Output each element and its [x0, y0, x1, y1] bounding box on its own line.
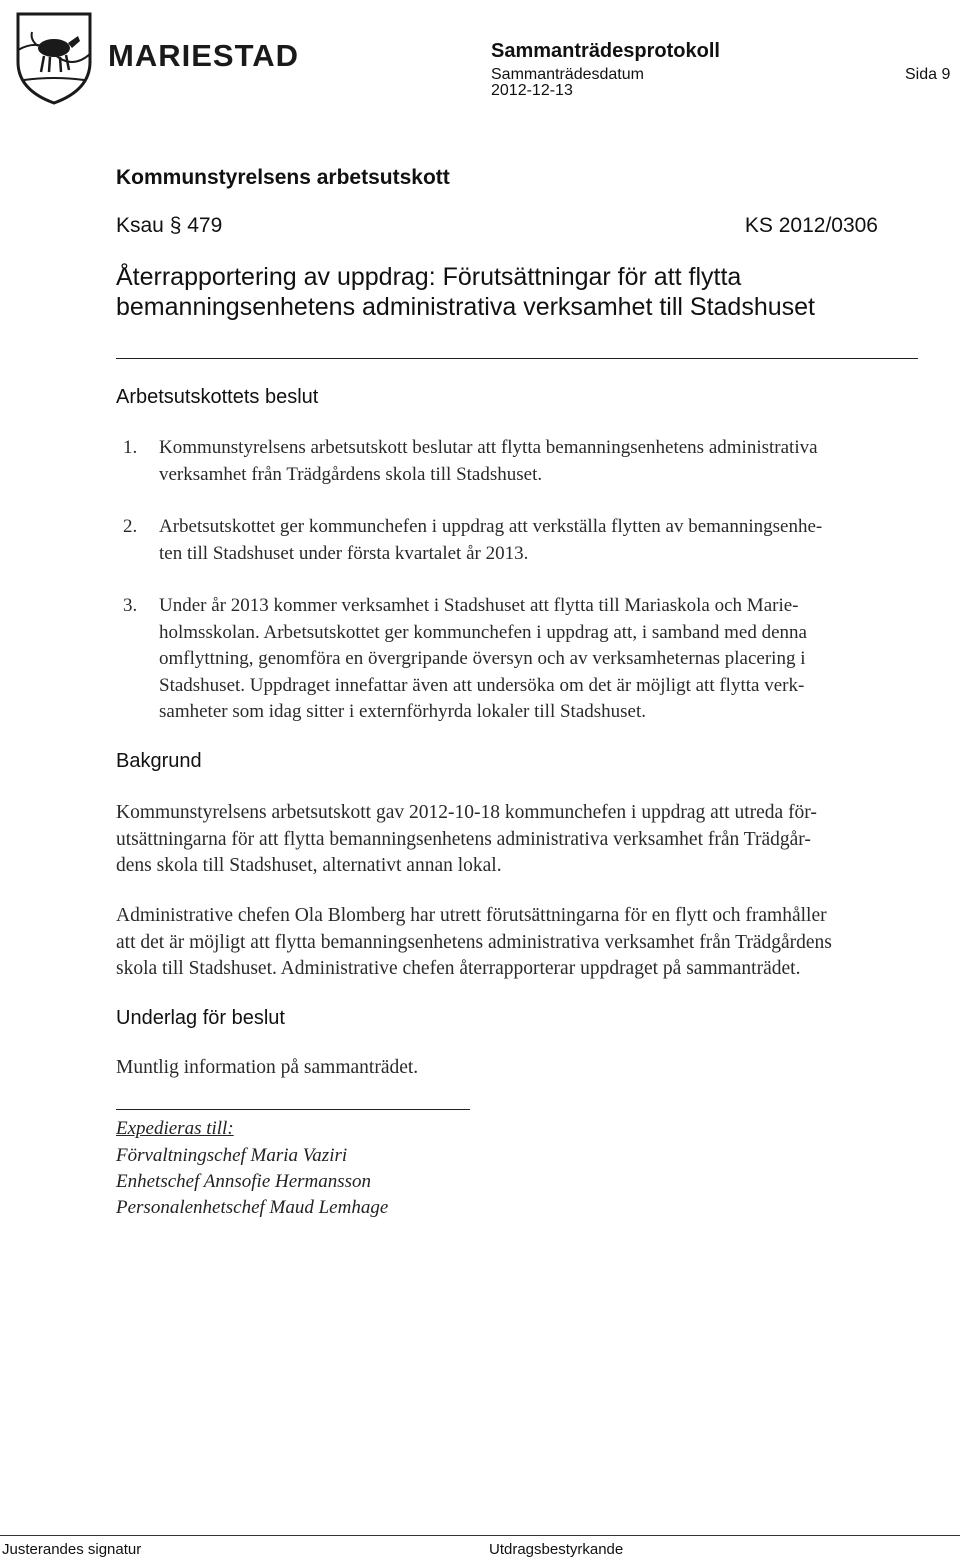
background-paragraph — [116, 800, 952, 880]
item-number: 3. — [123, 595, 138, 616]
item-number: 1. — [123, 437, 138, 458]
item-number: 2. — [123, 516, 138, 537]
title-line: Återrapportering av uppdrag: Förutsättningar för att flytta — [116, 263, 742, 291]
case-number: KS 2012/0306 — [744, 214, 878, 237]
title-divider — [116, 358, 918, 359]
basis-text: Muntlig information på sammanträdet. — [116, 1057, 419, 1078]
section-heading-background: Bakgrund — [116, 750, 202, 772]
item-line: ten till Stadshuset under första kvartalet år 2013. — [159, 542, 529, 564]
background-paragraph — [116, 903, 952, 983]
mariestad-coat-of-arms-logo — [14, 10, 94, 106]
committee-name: Kommunstyrelsens arbetsutskott — [116, 166, 450, 189]
distribution-recipient: Personalenhetschef Maud Lemhage — [116, 1197, 389, 1218]
footer-divider — [0, 1535, 960, 1536]
paragraph-line: skola till Stadshuset. Administrative chefen återrapporterar uppdraget på sammanträdet. — [116, 958, 801, 979]
title-line: bemanningsenhetens administrativa verksamhet till Stadshuset — [116, 293, 815, 321]
section-heading-decision: Arbetsutskottets beslut — [116, 386, 319, 408]
item-line: verksamhet från Trädgårdens skola till Stadshuset. — [159, 463, 543, 485]
item-line: holmsskolan. Arbetsutskottet ger kommunchefen i uppdrag att, i samband med denna — [159, 621, 807, 643]
distribution-label: Expedieras till: — [116, 1118, 234, 1139]
document-title: Sammanträdesprotokoll — [491, 40, 720, 62]
footer-certification-label: Utdragsbestyrkande — [489, 1541, 624, 1558]
section-heading-basis: Underlag för beslut — [116, 1007, 285, 1029]
paragraph-line: Administrative chefen Ola Blomberg har utrett förutsättningarna för en flytt och framhåller — [116, 905, 827, 926]
paragraph-line: utsättningarna för att flytta bemanningsenhetens administrativa verksamhet från Trädgår- — [116, 828, 811, 850]
item-line: Under år 2013 kommer verksamhet i Stadshuset att flytta till Mariaskola och Marie- — [159, 595, 799, 616]
footer-signature-label: Justerandes signatur — [2, 1541, 142, 1558]
page-number: Sida 9 — [905, 66, 951, 83]
paragraph-line: Kommunstyrelsens arbetsutskott gav 2012-10-18 kommunchefen i uppdrag att utreda för- — [116, 802, 817, 823]
distribution-recipient: Enhetschef Annsofie Hermansson — [116, 1171, 372, 1192]
item-line: omflyttning, genomföra en övergripande översyn och av verksamheternas placering i — [159, 648, 806, 669]
item-line: Stadshuset. Uppdraget innefattar även att undersöka om det är möjligt att flytta verk- — [159, 674, 805, 696]
paragraph-line: dens skola till Stadshuset, alternativt annan lokal. — [116, 855, 502, 876]
distribution-divider — [116, 1109, 470, 1110]
item-line: samheter som idag sitter i externförhyrda lokaler till Stadshuset. — [159, 701, 647, 722]
logo-wordmark: MARIESTAD — [108, 38, 299, 73]
item-line: Arbetsutskottet ger kommunchefen i uppdrag att verkställa flytten av bemanningsenhe- — [159, 516, 823, 537]
item-line: Kommunstyrelsens arbetsutskott beslutar att flytta bemanningsenhetens administrativa — [159, 437, 818, 458]
paragraph-line: att det är möjligt att flytta bemanningsenhetens administrativa verksamhet från Trädgårdens — [116, 931, 832, 953]
paragraph-reference: Ksau § 479 — [116, 214, 223, 237]
distribution-recipient: Förvaltningschef Maria Vaziri — [116, 1145, 348, 1166]
agenda-item-title — [116, 262, 916, 322]
meeting-date-value: 2012-12-13 — [491, 82, 573, 99]
meeting-date-label: Sammanträdesdatum — [491, 66, 644, 83]
